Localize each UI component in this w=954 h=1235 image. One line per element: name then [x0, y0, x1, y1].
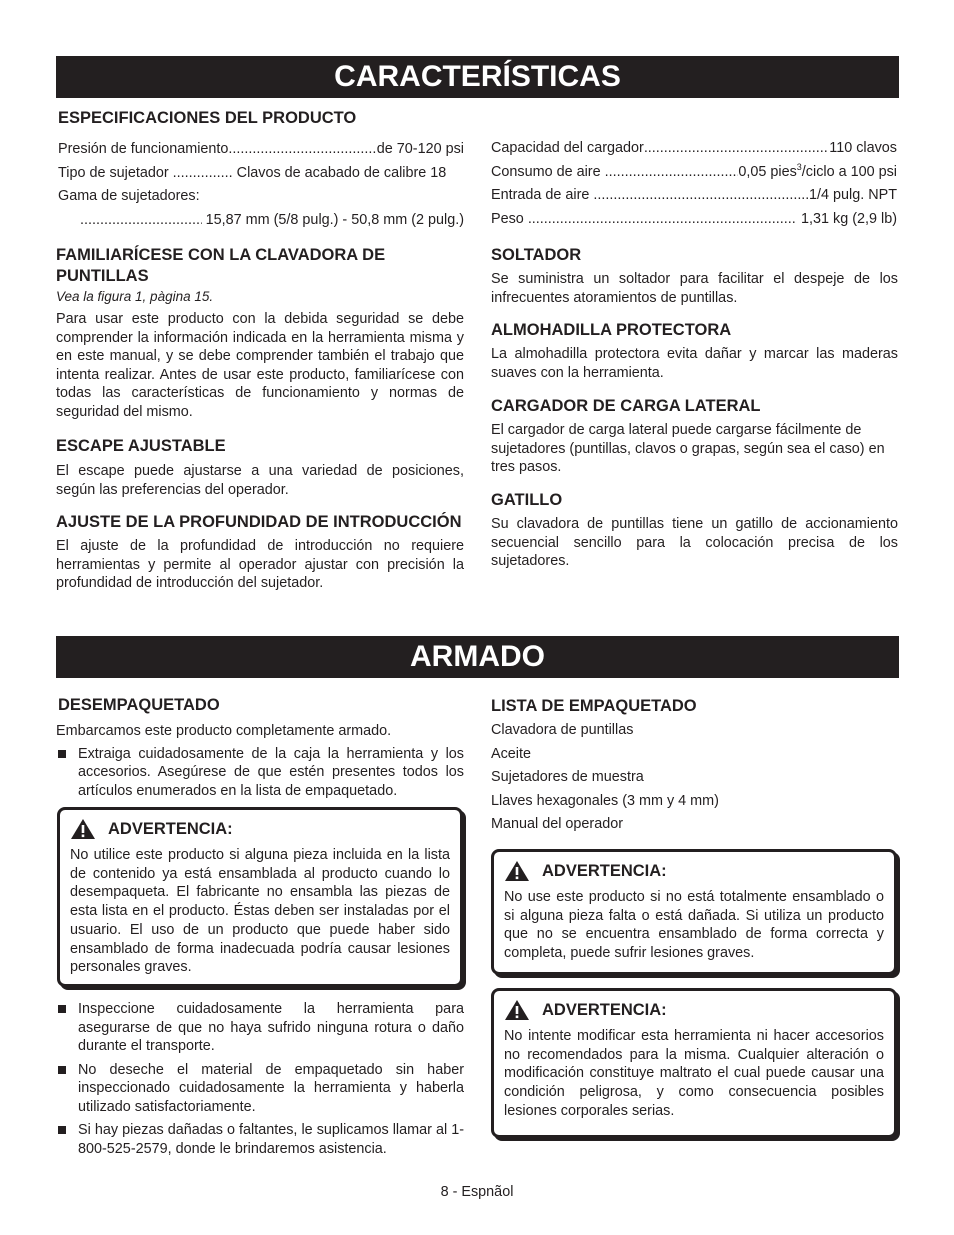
spec-value — [738, 161, 897, 185]
spec-row-air-consumption — [491, 161, 897, 185]
bullet-square-icon — [58, 750, 66, 758]
familiarice-section — [56, 245, 464, 421]
page-footer: 8 - Espnãol — [440, 1184, 514, 1200]
escape-text: El escape puede ajustarse a una variedad de posiciones, según las preferencias del operador. — [56, 463, 464, 498]
spec-row-fastener-type — [58, 162, 464, 186]
warning-triangle-icon — [70, 818, 96, 840]
spec-row-air-inlet — [491, 184, 897, 208]
cargador-section — [491, 396, 898, 477]
almohadilla-heading: ALMOHADILLA PROTECTORA — [491, 321, 732, 339]
warning-box-assembled — [57, 807, 463, 987]
spec-value: 1,31 kg (2,9 lb) — [797, 210, 897, 227]
spec-row-fastener-range-value — [58, 209, 464, 233]
warning-triangle-icon — [504, 999, 530, 1021]
warning-title: ADVERTENCIA: — [542, 861, 667, 880]
spec-value: Clavos de acabado de calibre 18 — [232, 164, 447, 181]
desempaquetado-heading: DESEMPAQUETADO — [58, 696, 220, 714]
escape-heading: ESCAPE AJUSTABLE — [56, 437, 226, 455]
spec-value-after: /ciclo a 100 psi — [801, 163, 897, 180]
lista-heading: LISTA DE EMPAQUETADO — [491, 697, 697, 715]
spec-value-main: 0,05 pies — [738, 163, 797, 180]
bullet-item-extract — [56, 745, 464, 801]
spec-value: 15,87 mm (5/8 pulg.) - 50,8 mm (2 pulg.) — [201, 211, 464, 228]
warning-triangle-icon — [504, 860, 530, 882]
list-item: Sujetadores de muestra — [491, 769, 644, 785]
familiarice-ref: Vea la figura 1, pàgina 15. — [56, 289, 214, 304]
right-column-specs — [491, 137, 897, 231]
cargador-heading: CARGADOR DE CARGA LATERAL — [491, 397, 761, 415]
desempaquetado-bullets — [56, 1000, 464, 1158]
packing-list — [491, 719, 899, 837]
bullet-text: Extraiga cuidadosamente de la caja la herramienta y los accesorios. Asegúrese de que estén presentes todos los artículos enumerados en la lista de empaquetado. — [78, 745, 464, 799]
spec-value: de 70-120 psi — [376, 141, 464, 157]
soltador-heading: SOLTADOR — [491, 246, 582, 264]
almohadilla-section — [491, 320, 898, 382]
warning-title: ADVERTENCIA: — [108, 819, 233, 838]
familiarice-heading: FAMILIARÍCESE CON LA CLAVADORA DE PUNTILLAS — [56, 246, 386, 285]
gatillo-text: Su clavadora de puntillas tiene un gatillo de accionamiento secuencial sencillo para la colocación precisa de los sujetadores. — [491, 516, 898, 569]
warning-text: No use este producto si no está totalmente ensamblado o si alguna pieza falta o está dañada. Si utiliza un producto que no se encuentra ensamblado de forma correcta y completa, puede sufrir lesiones graves. — [504, 889, 884, 962]
warning-title-row — [504, 860, 884, 882]
spec-label: Consumo de aire — [491, 163, 605, 180]
spec-label: Capacidad del cargador — [491, 140, 644, 156]
almohadilla-text: La almohadilla protectora evita dañar y marcar las maderas suaves con la herramienta. — [491, 346, 898, 381]
spec-row-capacity — [491, 137, 897, 161]
desempaquetado-section — [56, 695, 464, 800]
bullet-square-icon — [58, 1005, 66, 1013]
specs-heading: ESPECIFICACIONES DEL PRODUCTO — [58, 109, 357, 127]
bullet-text: Si hay piezas dañadas o faltantes, le suplicamos llamar al 1-800-525-2579, donde le brindaremos asistencia. — [78, 1122, 464, 1157]
gatillo-section — [491, 490, 898, 571]
soltador-text: Se suministra un soltador para facilitar el despeje de los infrecuentes atoramientos de puntillas. — [491, 271, 898, 306]
list-item: Aceite — [491, 745, 531, 762]
bullet-square-icon — [58, 1066, 66, 1074]
profundidad-heading: AJUSTE DE LA PROFUNDIDAD DE INTRODUCCIÓN — [56, 513, 462, 531]
spec-label: Peso — [491, 210, 528, 227]
spec-row-weight — [491, 208, 897, 232]
spec-value: 110 clavos — [829, 140, 897, 156]
spec-value-sup: 3 — [796, 161, 802, 172]
bullet-text: Inspeccione cuidadosamente la herramienta para asegurarse de que no haya sufrido ninguna rotura o daño durante el transporte. — [78, 1001, 464, 1054]
profundidad-text: El ajuste de la profundidad de introducción no requiere herramientas y permite al operador ajustar con precisión la profundidad de introducción del sujetador. — [56, 538, 464, 591]
spec-value: 1/4 pulg. NPT — [809, 187, 897, 203]
bullet-item-inspect — [56, 1000, 464, 1056]
bullet-item-missing-parts — [56, 1121, 464, 1158]
familiarice-text: Para usar este producto con la debida seguridad se debe comprender la información indicada en la herramienta misma y en este manual, y se debe comprender también el trabajo que intenta realizar. Antes de usar este producto, familiarícese con todas las características de funcionamiento y normas de seguridad del mismo. — [56, 311, 464, 420]
list-item: Llaves hexagonales (3 mm y 4 mm) — [491, 792, 719, 809]
warning-title-row — [70, 818, 450, 840]
profundidad-section — [56, 512, 464, 593]
section-banner-caracteristicas: CARACTERÍSTICAS — [56, 56, 899, 98]
cargador-text: El cargador de carga lateral puede cargarse fácilmente de sujetadores (puntillas, clavos o grapas, según sea el caso) en tres pasos. — [491, 422, 885, 475]
warning-title: ADVERTENCIA: — [542, 1000, 667, 1019]
spec-row-pressure — [58, 138, 464, 162]
section-banner-armado: ARMADO — [56, 636, 899, 678]
bullet-item-packaging — [56, 1061, 464, 1117]
desempaquetado-intro: Embarcamos este producto completamente armado. — [56, 723, 392, 739]
spec-label: Entrada de aire — [491, 187, 594, 203]
list-item: Clavadora de puntillas — [491, 722, 634, 738]
warning-box-incomplete — [491, 849, 897, 975]
gatillo-heading: GATILLO — [491, 491, 563, 509]
left-column-features — [58, 108, 464, 232]
spec-label: Tipo de sujetador — [58, 164, 173, 181]
bullet-text: No deseche el material de empaquetado sin haber inspeccionado cuidadosamente la herramienta y haberla utilizado satisfactoriamente. — [78, 1061, 464, 1115]
warning-text: No utilice este producto si alguna pieza incluida en la lista de contenido ya está ensamblada al producto cuando lo desempaqueta. El fabricante no ensambla las piezas de esta lista en el producto. Éstas deben ser instaladas por el usuario. El uso de un producto que puede haber sido ensamblado de forma inadecuada podría causar lesiones personales graves. — [70, 847, 450, 976]
lista-section — [491, 696, 899, 837]
warning-title-row — [504, 999, 884, 1021]
soltador-section — [491, 245, 898, 307]
escape-section — [56, 436, 464, 499]
bullet-square-icon — [58, 1126, 66, 1134]
list-item: Manual del operador — [491, 816, 624, 832]
warning-text: No intente modificar esta herramienta ni hacer accesorios no recomendados para la misma. Cualquier alteración o modificación constituye maltrato el cual puede causar una condición peligrosa, y como consecuencia posibles lesiones corporales serias. — [504, 1028, 884, 1119]
spec-row-fastener-range: Gama de sujetadores: — [58, 188, 200, 204]
spec-label: Presión de funcionamiento — [58, 141, 229, 157]
warning-box-modify — [491, 988, 897, 1138]
